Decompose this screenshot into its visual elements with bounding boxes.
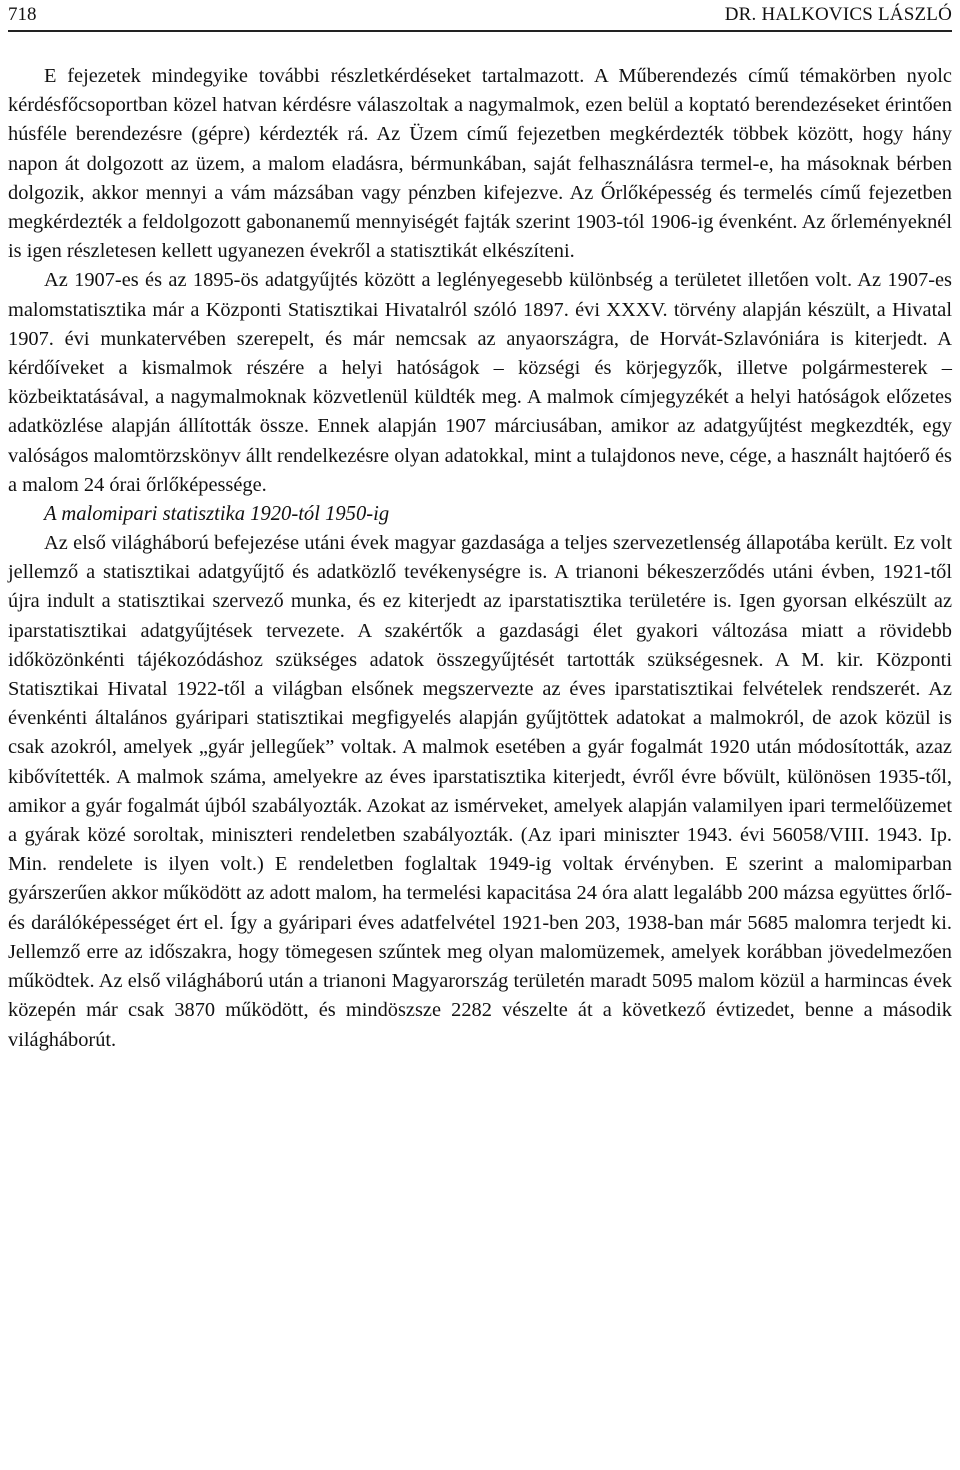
running-head-author: DR. HALKOVICS LÁSZLÓ	[724, 4, 952, 25]
paragraph-1: E fejezetek mindegyike további részletkérdéseket tartalmazott. A Műberendezés című témakörben nyolc kérdésfőcsoportban közel hatvan kérdésre válaszoltak a nagymalmok, ezen belül a koptató berendezéseket érintően húsféle berendezésre (gépre) kérdezték rá. Az Üzem című fejezetben megkérdezték többek között, hogy hány napon át dolgozott az üzem, a malom eladásra, bérmunkában, saját felhasználásra termel-e, ha másoknak bérben dolgozik, akkor mennyi a vám mázsában vagy pénzben kifejezve. Az Őrlőképesség és termelés című fejezetben megkérdezték a feldolgozott gabonanemű mennyiségét fajták szerint 1903-tól 1906-ig évenként. Az őrleményeknél is igen részletesen kellett ugyanezen évekről a statisztikát elkészíteni.	[8, 65, 952, 263]
paragraph-2: Az 1907-es és az 1895-ös adatgyűjtés között a leglényegesebb különbség a területet illetően volt. Az 1907-es malomstatisztika már a Központi Statisztikai Hivatalról szóló 1897. évi XXXV. törvény alapján készült, a Hivatal 1907. évi munkatervében szerepelt, és már nemcsak az anyaországra, de Horvát-Szlavóniára is kiterjedt. A kérdőíveket a kismalmok részére a helyi hatóságok – községi és körjegyzők, illetve polgármesterek – közbeiktatásával, a nagymalmoknak közvetlenül küldték meg. A malmok címjegyzékét a helyi hatóságok előzetes adatközlése alapján állították össze. Ennek alapján 1907 márciusában, amikor az adatgyűjtést megkezdték, egy valóságos malomtörzskönyv állt rendelkezésre olyan adatokkal, mint a tulajdonos neve, cége, a használt hajtóerő és a malom 24 órai őrlőképessége.	[8, 269, 952, 496]
section-title: A malomipari statisztika 1920-tól 1950-ig	[44, 503, 390, 526]
page-header	[8, 2, 952, 32]
page-number: 718	[8, 4, 37, 25]
body-text	[8, 62, 952, 1055]
section-paragraph-1: Az első világháború befejezése utáni évek magyar gazdasága a teljes szervezetlenség állapotába került. Ez volt jellemző a statisztikai adatgyűjtő és adatközlő tevékenységre is. A trianoni békeszerződés utáni évben, 1921-től újra indult a statisztikai szervező munka, és ez kiterjedt az iparstatisztika területére is. Igen gyorsan elkészült az iparstatisztikai adatgyűjtések tervezete. A szakértők a gazdasági élet gyakori változása miatt a rövidebb időközönkénti tájékozódáshoz szükséges adatok összegyűjtését tartották szükségesnek. A M. kir. Központi Statisztikai Hivatal 1922-től a világban elsőnek megszervezte az éves iparstatisztikai felvételek rendszerét. Az évenkénti általános gyáripari statisztikai megfigyelés alapján gyűjtöttek adatokat a malmokról, de azok közül is csak azokról, amelyek „gyár jellegűek” voltak. A malmok esetében a gyár fogalmát 1920 után módosították, azaz kibővítették. A malmok száma, amelyekre az éves iparstatisztika kiterjedt, évről évre bővült, különösen 1935-től, amikor a gyár fogalmát újból szabályozták. Azokat az ismérveket, amelyek alapján valamilyen ipari termelőüzemet a gyárak közé soroltak, miniszteri rendeletben szabályozták. (Az ipari miniszter 1943. évi 56058/VIII. 1943. Ip. Min. rendelete is ilyen volt.) E rendeletben foglaltak 1949-ig voltak érvényben. E szerint a malomiparban gyárszerűen akkor működött az adott malom, ha termelési kapacitása 24 óra alatt legalább 200 mázsa együttes őrlő- és darálóképességet ért el. Így a gyáripari éves adatfelvétel 1921-ben 203, 1938-ban már 5685 malomra terjedt ki. Jellemző erre az időszakra, hogy tömegesen szűntek meg olyan malomüzemek, amelyek korábban jövedelmezően működtek. Az első világháború után a trianoni Magyarország területén maradt 5095 malom közül a harmincas évek közepén már csak 3870 működött, és mindöszsze 2282 vészelte át a következő évtizedet, benne a második világháborút.	[8, 532, 952, 1051]
